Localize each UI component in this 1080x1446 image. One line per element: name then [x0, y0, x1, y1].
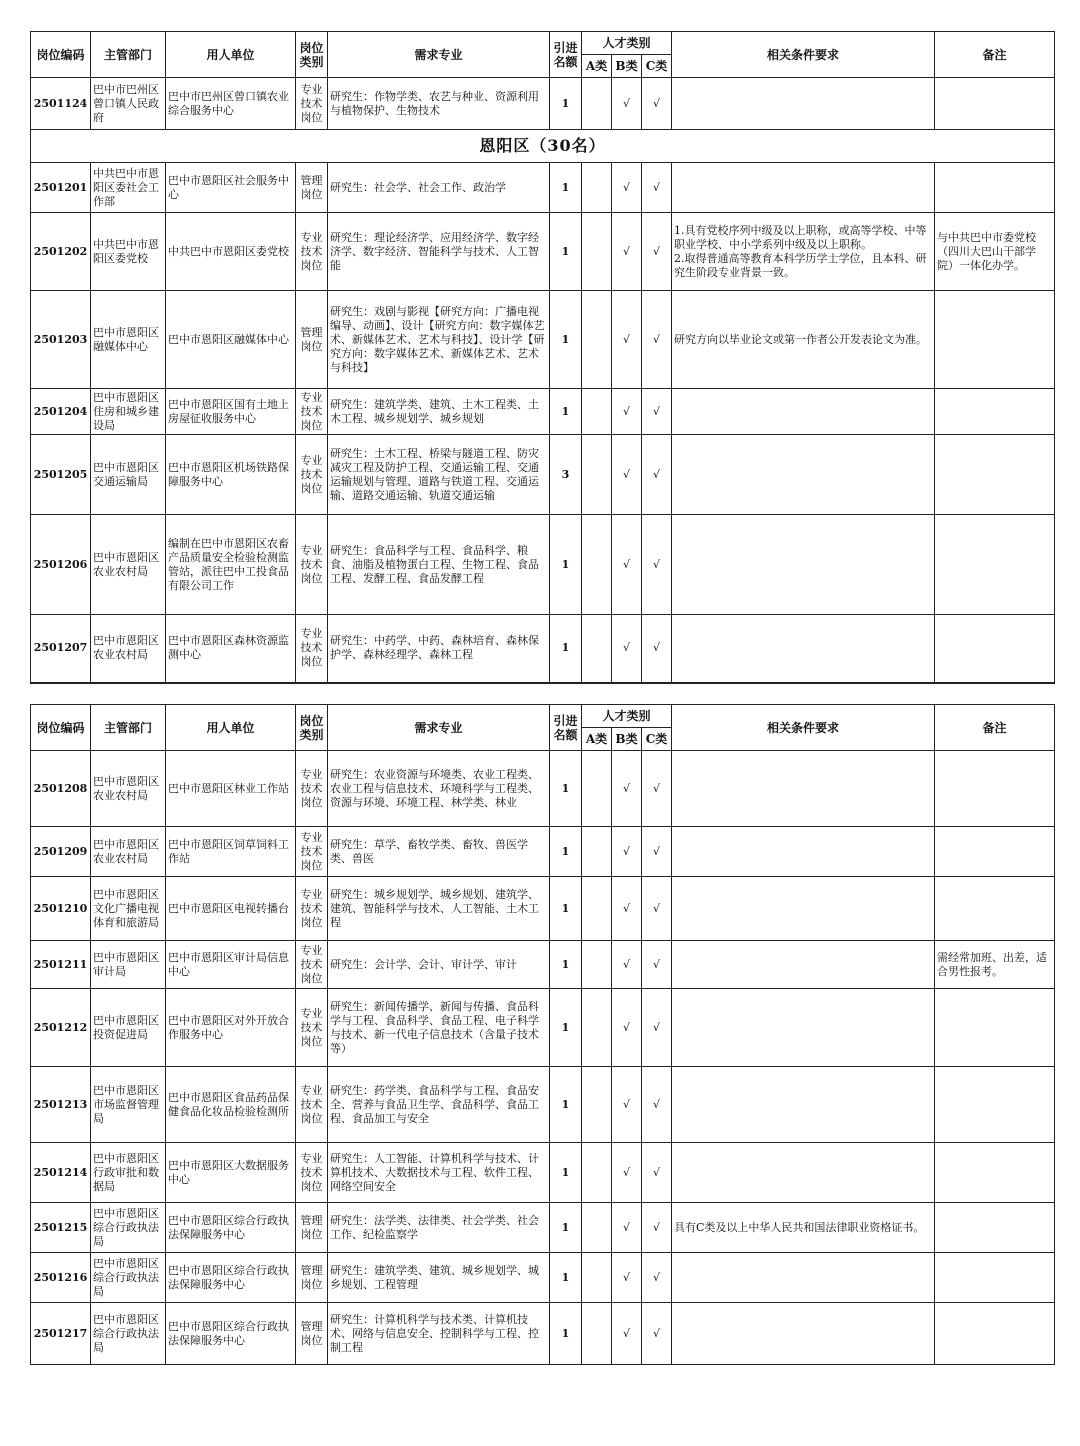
cell-unit: 巴中市恩阳区审计局信息中心 — [166, 941, 296, 989]
cell-major: 研究生：城乡规划学、城乡规划、建筑学、建筑、智能科学与技术、人工智能、土木工程 — [328, 877, 550, 941]
header-type: 岗位类别 — [296, 705, 328, 751]
cell-unit: 巴中市恩阳区电视转播台 — [166, 877, 296, 941]
cell-type: 专业技术岗位 — [296, 989, 328, 1067]
header-unit: 用人单位 — [166, 705, 296, 751]
cell-unit: 巴中市恩阳区对外开放合作服务中心 — [166, 989, 296, 1067]
cell-req — [672, 615, 935, 683]
cell-major: 研究生：人工智能、计算机科学与技术、计算机技术、大数据技术与工程、软件工程、网络空间安全 — [328, 1143, 550, 1203]
cell-c: √ — [642, 877, 672, 941]
cell-b: √ — [612, 941, 642, 989]
cell-b: √ — [612, 1253, 642, 1303]
cell-req — [672, 877, 935, 941]
cell-quota: 1 — [550, 213, 582, 291]
cell-quota: 1 — [550, 751, 582, 827]
header-req: 相关条件要求 — [672, 705, 935, 751]
cell-note — [935, 1253, 1055, 1303]
header-c: C类 — [642, 55, 672, 78]
cell-code: 2501213 — [31, 1067, 91, 1143]
cell-note — [935, 389, 1055, 435]
header-dept: 主管部门 — [91, 32, 166, 78]
cell-note — [935, 1143, 1055, 1203]
cell-dept: 巴中市恩阳区交通运输局 — [91, 435, 166, 515]
table-row — [31, 989, 1055, 1067]
cell-req — [672, 941, 935, 989]
cell-req — [672, 163, 935, 213]
cell-a — [582, 1067, 612, 1143]
table-row — [31, 213, 1055, 291]
cell-a — [582, 989, 612, 1067]
cell-code: 2501215 — [31, 1203, 91, 1253]
cell-note — [935, 615, 1055, 683]
cell-dept: 巴中市恩阳区市场监督管理局 — [91, 1067, 166, 1143]
cell-a — [582, 515, 612, 615]
cell-type: 专业技术岗位 — [296, 78, 328, 130]
header-note: 备注 — [935, 705, 1055, 751]
cell-type: 管理岗位 — [296, 163, 328, 213]
cell-code: 2501207 — [31, 615, 91, 683]
cell-type: 专业技术岗位 — [296, 515, 328, 615]
header-b: B类 — [612, 728, 642, 751]
header-code: 岗位编码 — [31, 32, 91, 78]
cell-req — [672, 1143, 935, 1203]
cell-unit: 巴中市恩阳区机场铁路保障服务中心 — [166, 435, 296, 515]
cell-c: √ — [642, 1067, 672, 1143]
cell-a — [582, 1253, 612, 1303]
cell-note — [935, 1303, 1055, 1365]
cell-major: 研究生：作物学类、农艺与种业、资源利用与植物保护、生物技术 — [328, 78, 550, 130]
cell-c: √ — [642, 213, 672, 291]
cell-req — [672, 515, 935, 615]
header-talent: 人才类别 — [582, 705, 672, 728]
cell-dept: 巴中市恩阳区综合行政执法局 — [91, 1253, 166, 1303]
cell-type: 专业技术岗位 — [296, 941, 328, 989]
cell-type: 专业技术岗位 — [296, 435, 328, 515]
cell-a — [582, 751, 612, 827]
cell-type: 管理岗位 — [296, 1303, 328, 1365]
table-row — [31, 163, 1055, 213]
cell-unit: 巴中市恩阳区综合行政执法保障服务中心 — [166, 1303, 296, 1365]
cell-req: 1.具有党校序列中级及以上职称，或高等学校、中等职业学校、中小学系列中级及以上职称。 2.取得普通高等教育本科学历学士学位，且本科、研究生阶段专业背景一致。 — [672, 213, 935, 291]
table-row — [31, 877, 1055, 941]
cell-a — [582, 389, 612, 435]
cell-major: 研究生：土木工程、桥梁与隧道工程、防灾减灾工程及防护工程、交通运输工程、交通运输规划与管理、道路与铁道工程、交通运输、道路交通运输、轨道交通运输 — [328, 435, 550, 515]
cell-unit: 巴中市恩阳区综合行政执法保障服务中心 — [166, 1203, 296, 1253]
cell-req — [672, 1303, 935, 1365]
cell-type: 专业技术岗位 — [296, 877, 328, 941]
cell-note: 与中共巴中市委党校（四川大巴山干部学院）一体化办学。 — [935, 213, 1055, 291]
cell-type: 专业技术岗位 — [296, 213, 328, 291]
cell-b: √ — [612, 1067, 642, 1143]
table-row — [31, 615, 1055, 683]
cell-req — [672, 989, 935, 1067]
cell-type: 管理岗位 — [296, 291, 328, 389]
cell-code: 2501214 — [31, 1143, 91, 1203]
cell-type: 专业技术岗位 — [296, 1067, 328, 1143]
cell-unit: 巴中市恩阳区饲草饲料工作站 — [166, 827, 296, 877]
cell-note: 需经常加班、出差，适合男性报考。 — [935, 941, 1055, 989]
cell-b: √ — [612, 291, 642, 389]
cell-dept: 巴中市恩阳区农业农村局 — [91, 751, 166, 827]
cell-quota: 3 — [550, 435, 582, 515]
cell-major: 研究生：建筑学类、建筑、城乡规划学、城乡规划、工程管理 — [328, 1253, 550, 1303]
cell-code: 2501206 — [31, 515, 91, 615]
cell-quota: 1 — [550, 163, 582, 213]
cell-c: √ — [642, 1253, 672, 1303]
cell-note — [935, 515, 1055, 615]
cell-type: 专业技术岗位 — [296, 751, 328, 827]
header-quota: 引进名额 — [550, 32, 582, 78]
cell-note — [935, 989, 1055, 1067]
cell-b: √ — [612, 78, 642, 130]
cell-unit: 巴中市恩阳区国有土地上房屋征收服务中心 — [166, 389, 296, 435]
table-row — [31, 941, 1055, 989]
cell-c: √ — [642, 1303, 672, 1365]
cell-c: √ — [642, 615, 672, 683]
cell-b: √ — [612, 877, 642, 941]
cell-b: √ — [612, 389, 642, 435]
cell-a — [582, 1203, 612, 1253]
table-row — [31, 389, 1055, 435]
cell-c: √ — [642, 435, 672, 515]
header-c: C类 — [642, 728, 672, 751]
cell-a — [582, 615, 612, 683]
cell-code: 2501201 — [31, 163, 91, 213]
cell-req — [672, 1067, 935, 1143]
cell-dept: 巴中市恩阳区审计局 — [91, 941, 166, 989]
cell-a — [582, 78, 612, 130]
cell-type: 专业技术岗位 — [296, 615, 328, 683]
header-a: A类 — [582, 55, 612, 78]
cell-a — [582, 1303, 612, 1365]
cell-req: 具有C类及以上中华人民共和国法律职业资格证书。 — [672, 1203, 935, 1253]
cell-note — [935, 1203, 1055, 1253]
cell-b: √ — [612, 615, 642, 683]
cell-quota: 1 — [550, 615, 582, 683]
cell-req — [672, 78, 935, 130]
cell-major: 研究生：新闻传播学、新闻与传播、食品科学与工程、食品科学、食品工程、电子科学与技术、新一代电子信息技术（含量子技术等） — [328, 989, 550, 1067]
cell-dept: 巴中市恩阳区住房和城乡建设局 — [91, 389, 166, 435]
cell-quota: 1 — [550, 1203, 582, 1253]
header-type: 岗位类别 — [296, 32, 328, 78]
cell-c: √ — [642, 751, 672, 827]
cell-req — [672, 435, 935, 515]
cell-unit: 中共巴中市恩阳区委党校 — [166, 213, 296, 291]
table-row — [31, 1303, 1055, 1365]
table-row — [31, 1067, 1055, 1143]
cell-quota: 1 — [550, 515, 582, 615]
cell-unit: 巴中市恩阳区食品药品保健食品化妆品检验检测所 — [166, 1067, 296, 1143]
table-row — [31, 751, 1055, 827]
cell-code: 2501212 — [31, 989, 91, 1067]
cell-quota: 1 — [550, 1303, 582, 1365]
cell-b: √ — [612, 751, 642, 827]
cell-major: 研究生：食品科学与工程、食品科学、粮食、油脂及植物蛋白工程、生物工程、食品工程、发酵工程、食品发酵工程 — [328, 515, 550, 615]
header-note: 备注 — [935, 32, 1055, 78]
header-unit: 用人单位 — [166, 32, 296, 78]
cell-c: √ — [642, 941, 672, 989]
cell-a — [582, 435, 612, 515]
cell-a — [582, 877, 612, 941]
section-title: 恩阳区（30名） — [31, 130, 1055, 163]
cell-code: 2501217 — [31, 1303, 91, 1365]
header-dept: 主管部门 — [91, 705, 166, 751]
cell-type: 专业技术岗位 — [296, 1143, 328, 1203]
cell-major: 研究生：中药学、中药、森林培育、森林保护学、森林经理学、森林工程 — [328, 615, 550, 683]
cell-note — [935, 877, 1055, 941]
cell-major: 研究生：农业资源与环境类、农业工程类、农业工程与信息技术、环境科学与工程类、资源与环境、环境工程、林学类、林业 — [328, 751, 550, 827]
cell-c: √ — [642, 989, 672, 1067]
cell-b: √ — [612, 163, 642, 213]
cell-b: √ — [612, 1303, 642, 1365]
table-row — [31, 827, 1055, 877]
header-a: A类 — [582, 728, 612, 751]
cell-note — [935, 435, 1055, 515]
cell-major: 研究生：建筑学类、建筑、土木工程类、土木工程、城乡规划学、城乡规划 — [328, 389, 550, 435]
cell-dept: 巴中市恩阳区融媒体中心 — [91, 291, 166, 389]
cell-dept: 巴中市恩阳区文化广播电视体育和旅游局 — [91, 877, 166, 941]
cell-code: 2501205 — [31, 435, 91, 515]
table-row — [31, 1203, 1055, 1253]
cell-dept: 巴中市恩阳区综合行政执法局 — [91, 1303, 166, 1365]
cell-c: √ — [642, 163, 672, 213]
cell-note — [935, 163, 1055, 213]
cell-code: 2501210 — [31, 877, 91, 941]
cell-code: 2501208 — [31, 751, 91, 827]
cell-quota: 1 — [550, 78, 582, 130]
recruitment-table-2 — [30, 704, 1055, 1365]
cell-a — [582, 1143, 612, 1203]
cell-dept: 巴中市恩阳区投资促进局 — [91, 989, 166, 1067]
cell-dept: 巴中市恩阳区农业农村局 — [91, 827, 166, 877]
cell-major: 研究生：理论经济学、应用经济学、数字经济学、数字经济、智能科学与技术、人工智能 — [328, 213, 550, 291]
cell-major: 研究生：计算机科学与技术类、计算机技术、网络与信息安全、控制科学与工程、控制工程 — [328, 1303, 550, 1365]
cell-c: √ — [642, 291, 672, 389]
cell-a — [582, 827, 612, 877]
header-talent: 人才类别 — [582, 32, 672, 55]
cell-b: √ — [612, 1143, 642, 1203]
cell-major: 研究生：法学类、法律类、社会学类、社会工作、纪检监察学 — [328, 1203, 550, 1253]
cell-type: 管理岗位 — [296, 1203, 328, 1253]
cell-quota: 1 — [550, 989, 582, 1067]
cell-c: √ — [642, 1203, 672, 1253]
cell-type: 管理岗位 — [296, 1253, 328, 1303]
cell-major: 研究生：草学、畜牧学类、畜牧、兽医学类、兽医 — [328, 827, 550, 877]
cell-dept: 巴中市恩阳区农业农村局 — [91, 515, 166, 615]
header-code: 岗位编码 — [31, 705, 91, 751]
cell-unit: 巴中市恩阳区森林资源监测中心 — [166, 615, 296, 683]
cell-type: 专业技术岗位 — [296, 827, 328, 877]
cell-quota: 1 — [550, 1143, 582, 1203]
cell-b: √ — [612, 213, 642, 291]
cell-unit: 巴中市恩阳区林业工作站 — [166, 751, 296, 827]
cell-dept: 巴中市恩阳区行政审批和数据局 — [91, 1143, 166, 1203]
cell-b: √ — [612, 1203, 642, 1253]
cell-major: 研究生：药学类、食品科学与工程、食品安全、营养与食品卫生学、食品科学、食品工程、食品加工与安全 — [328, 1067, 550, 1143]
table-row — [31, 78, 1055, 130]
cell-b: √ — [612, 989, 642, 1067]
cell-quota: 1 — [550, 877, 582, 941]
cell-quota: 1 — [550, 1067, 582, 1143]
cell-type: 专业技术岗位 — [296, 389, 328, 435]
cell-quota: 1 — [550, 827, 582, 877]
cell-quota: 1 — [550, 941, 582, 989]
cell-req — [672, 827, 935, 877]
cell-b: √ — [612, 435, 642, 515]
cell-note — [935, 1067, 1055, 1143]
header-major: 需求专业 — [328, 32, 550, 78]
cell-note — [935, 78, 1055, 130]
cell-code: 2501202 — [31, 213, 91, 291]
cell-note — [935, 751, 1055, 827]
cell-a — [582, 213, 612, 291]
cell-unit: 巴中市巴州区曾口镇农业综合服务中心 — [166, 78, 296, 130]
cell-dept: 巴中市恩阳区农业农村局 — [91, 615, 166, 683]
cell-a — [582, 941, 612, 989]
header-quota: 引进名额 — [550, 705, 582, 751]
cell-unit: 巴中市恩阳区融媒体中心 — [166, 291, 296, 389]
header-req: 相关条件要求 — [672, 32, 935, 78]
cell-c: √ — [642, 78, 672, 130]
cell-c: √ — [642, 1143, 672, 1203]
cell-code: 2501216 — [31, 1253, 91, 1303]
cell-req: 研究方向以毕业论文或第一作者公开发表论文为准。 — [672, 291, 935, 389]
header-major: 需求专业 — [328, 705, 550, 751]
cell-a — [582, 291, 612, 389]
cell-quota: 1 — [550, 389, 582, 435]
cell-unit: 巴中市恩阳区社会服务中心 — [166, 163, 296, 213]
cell-req — [672, 751, 935, 827]
cell-dept: 巴中市恩阳区综合行政执法局 — [91, 1203, 166, 1253]
cell-dept: 巴中市巴州区曾口镇人民政府 — [91, 78, 166, 130]
cell-code: 2501209 — [31, 827, 91, 877]
cell-c: √ — [642, 389, 672, 435]
header-b: B类 — [612, 55, 642, 78]
cell-unit: 巴中市恩阳区综合行政执法保障服务中心 — [166, 1253, 296, 1303]
cell-quota: 1 — [550, 291, 582, 389]
cell-code: 2501124 — [31, 78, 91, 130]
table-row — [31, 291, 1055, 389]
table-row — [31, 1143, 1055, 1203]
cell-b: √ — [612, 827, 642, 877]
cell-unit: 编制在巴中市恩阳区农畜产品质量安全检验检测监管站，派往巴中工投食品有限公司工作 — [166, 515, 296, 615]
cell-major: 研究生：戏剧与影视【研究方向：广播电视编导、动画】、设计【研究方向：数字媒体艺术、新媒体艺术、艺术与科技】、设计学【研究方向：数字媒体艺术、新媒体艺术、艺术与科技】 — [328, 291, 550, 389]
cell-req — [672, 1253, 935, 1303]
cell-major: 研究生：会计学、会计、审计学、审计 — [328, 941, 550, 989]
cell-unit: 巴中市恩阳区大数据服务中心 — [166, 1143, 296, 1203]
cell-code: 2501203 — [31, 291, 91, 389]
table-row — [31, 1253, 1055, 1303]
cell-major: 研究生：社会学、社会工作、政治学 — [328, 163, 550, 213]
table-row — [31, 435, 1055, 515]
cell-quota: 1 — [550, 1253, 582, 1303]
cell-a — [582, 163, 612, 213]
cell-c: √ — [642, 515, 672, 615]
recruitment-table-1 — [30, 31, 1055, 684]
cell-req — [672, 389, 935, 435]
cell-dept: 中共巴中市恩阳区委社会工作部 — [91, 163, 166, 213]
cell-c: √ — [642, 827, 672, 877]
cell-note — [935, 291, 1055, 389]
table-row — [31, 515, 1055, 615]
cell-code: 2501211 — [31, 941, 91, 989]
cell-code: 2501204 — [31, 389, 91, 435]
cell-dept: 中共巴中市恩阳区委党校 — [91, 213, 166, 291]
cell-note — [935, 827, 1055, 877]
cell-b: √ — [612, 515, 642, 615]
